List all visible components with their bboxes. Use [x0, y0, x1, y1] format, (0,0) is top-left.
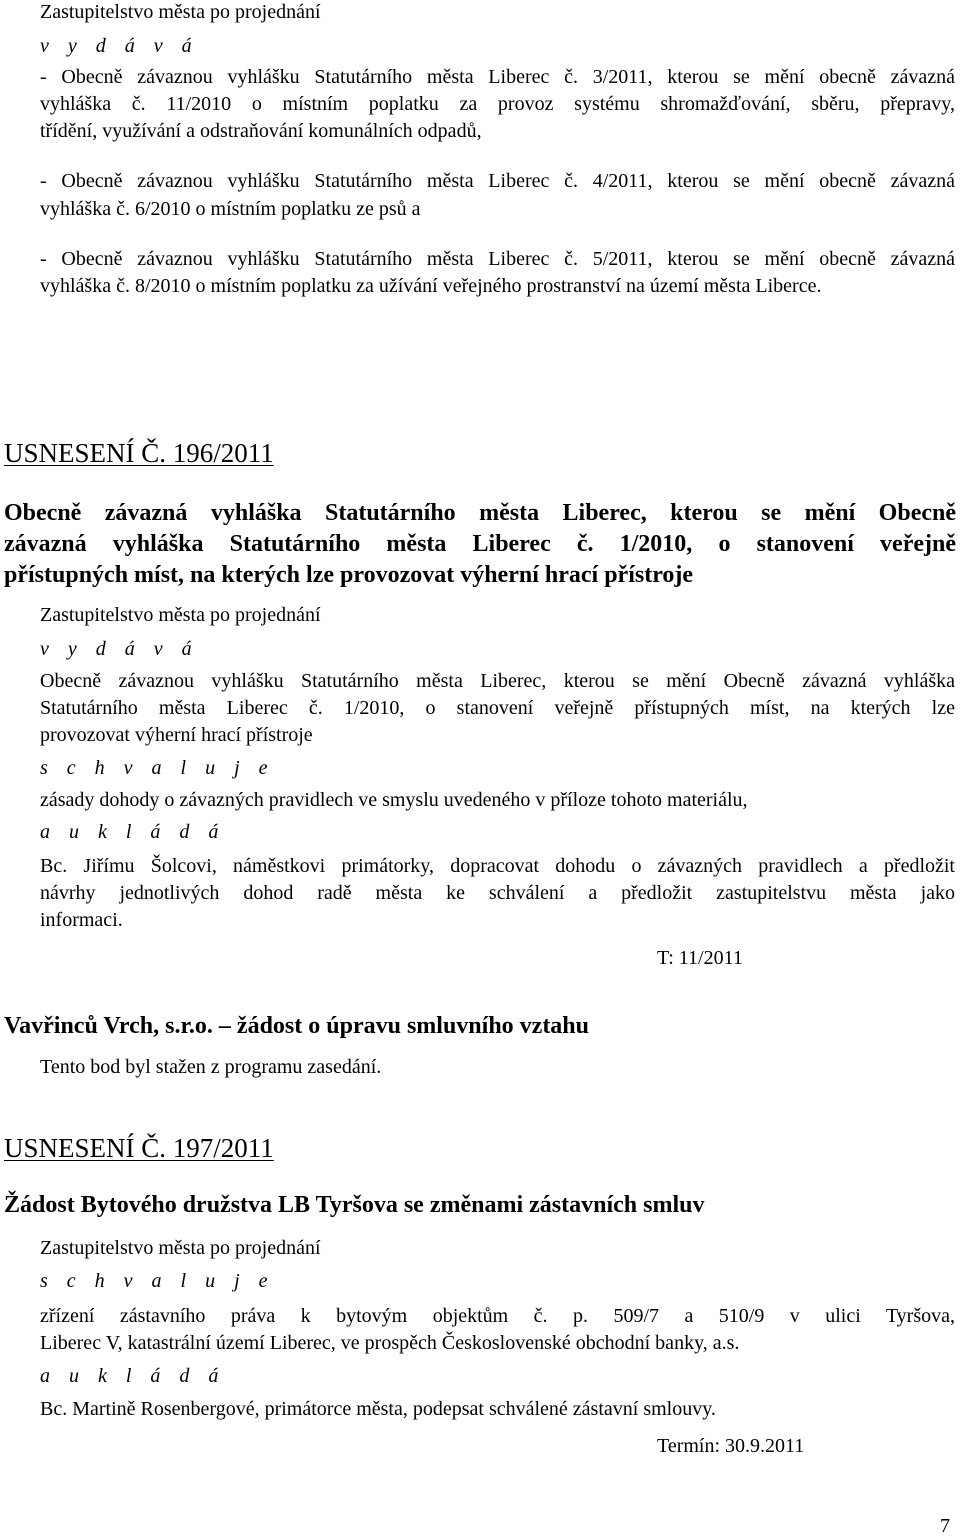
resolution-197-deadline: Termín: 30.9.2011 [657, 1435, 805, 1457]
resolution-197-number: USNESENÍ Č. 197/2011 [4, 1133, 274, 1163]
resolution-196-orders-line1: Bc. Jiřímu Šolcovi, náměstkovi primátorky, dopracovat dohodu o závazných pravidlech a předložit [40, 855, 955, 877]
resolution-196-orders-line3: informaci. [40, 909, 123, 931]
resolution-196-council-line: Zastupitelstvo města po projednání [40, 604, 321, 626]
item2-line2: vyhláška č. 6/2010 o místním poplatku ze psů a [40, 198, 421, 220]
resolution-197-council-line: Zastupitelstvo města po projednání [40, 1237, 321, 1259]
resolution-196-deadline: T: 11/2011 [657, 947, 743, 969]
resolution-196-number: USNESENÍ Č. 196/2011 [4, 438, 274, 468]
resolution-197-approves-line1: zřízení zástavního práva k bytovým objektům č. p. 509/7 a 510/9 v ulici Tyršova, [40, 1305, 955, 1327]
resolution-196-title-line3: přístupných míst, na kterých lze provozovat výherní hrací přístroje [4, 562, 694, 588]
item1-line3: třídění, využívání a odstraňování komunálních odpadů, [40, 120, 482, 142]
resolution-197-approves-line2: Liberec V, katastrální území Liberec, ve prospěch Československé obchodní banky, a.s. [40, 1332, 740, 1354]
resolution-196-body-line2: Statutárního města Liberec č. 1/2010, o stanovení veřejně přístupných míst, na kterých lze [40, 697, 955, 719]
item1-line2: vyhláška č. 11/2010 o místním poplatku za provoz systému shromažďování, sběru, přepravy, [40, 93, 955, 115]
withdrawn-item-note: Tento bod byl stažen z programu zasedání. [40, 1056, 382, 1078]
item1-line1: - Obecně závaznou vyhlášku Statutárního města Liberec č. 3/2011, kterou se mění obecně závazná [40, 66, 955, 88]
resolution-197-orders-keyword: a u k l á d á [40, 1365, 226, 1387]
resolution-197-approves-keyword: s c h v a l u j e [40, 1270, 275, 1292]
resolution-197-orders-text: Bc. Martině Rosenbergové, primátorce města, podepsat schválené zástavní smlouvy. [40, 1398, 716, 1420]
item2-line1: - Obecně závaznou vyhlášku Statutárního města Liberec č. 4/2011, kterou se mění obecně závazná [40, 170, 955, 192]
resolution-196-approves-keyword: s c h v a l u j e [40, 757, 275, 779]
item3-line2: vyhláška č. 8/2010 o místním poplatku za užívání veřejného prostranství na území města Liberce. [40, 275, 822, 297]
withdrawn-item-title: Vavřinců Vrch, s.r.o. – žádost o úpravu smluvního vztahu [4, 1013, 589, 1039]
council-line: Zastupitelstvo města po projednání [40, 1, 321, 23]
resolution-196-orders-keyword: a u k l á d á [40, 821, 226, 843]
resolution-196-body-line1: Obecně závaznou vyhlášku Statutárního města Liberec, kterou se mění Obecně závazná vyhláška [40, 670, 955, 692]
resolution-196-issues-keyword: v y d á v á [40, 638, 199, 660]
resolution-196-orders-line2: návrhy jednotlivých dohod radě města ke schválení a předložit zastupitelstvu města jako [40, 882, 955, 904]
resolution-196-body-line3: provozovat výherní hrací přístroje [40, 724, 313, 746]
resolution-197-title: Žádost Bytového družstva LB Tyršova se změnami zástavních smluv [4, 1192, 705, 1218]
resolution-196-approves-text: zásady dohody o závazných pravidlech ve smyslu uvedeného v příloze tohoto materiálu, [40, 789, 748, 811]
page-number: 7 [940, 1515, 950, 1537]
resolution-196-title-line2: závazná vyhláška Statutárního města Liberec č. 1/2010, o stanovení veřejně [4, 531, 956, 557]
item3-line1: - Obecně závaznou vyhlášku Statutárního města Liberec č. 5/2011, kterou se mění obecně závazná [40, 248, 955, 270]
issues-keyword: v y d á v á [40, 35, 199, 57]
resolution-196-title-line1: Obecně závazná vyhláška Statutárního města Liberec, kterou se mění Obecně [4, 500, 956, 526]
